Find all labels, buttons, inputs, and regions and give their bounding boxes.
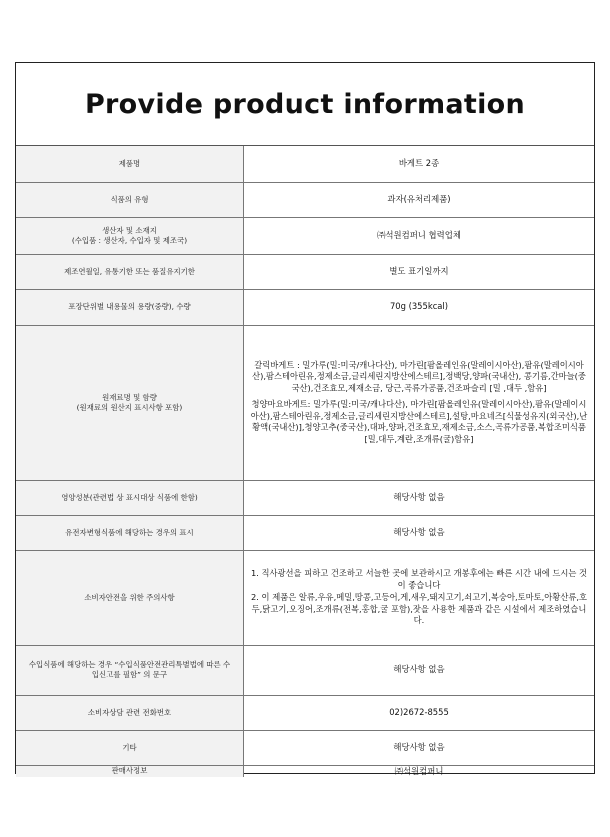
row-value-safety — [244, 550, 595, 645]
row-value-product-name: 바게트 2종 — [244, 146, 595, 182]
row-label-food-type: 식품의 유형 — [16, 182, 244, 217]
table-row — [16, 182, 594, 217]
row-label-producer — [16, 217, 244, 254]
row-label-import: 수입식품에 해당하는 경우 “수입식품안전관리특별법에 따른 수입신고를 필함” 의 문구 — [16, 645, 244, 695]
page-title: Provide product information — [16, 63, 594, 146]
ingredients-garlic-baguette: 갈릭바게트 : 밀가루(밀:미국/캐나다산), 마가린[팜올레인유(말레이시아산),팜유(말레이시아산),팜스테아린유,정제소금,글리세린지방산에스테르],정백당,양파(국내산), 콩기름,간마늘(중국산),건조효모,제재소금, 당근,곡류가공품,건조파슬리 [밀 ,대두 ,함유] — [252, 359, 586, 393]
row-label-ingredients — [16, 325, 244, 480]
row-label-volume: 포장단위별 내용물의 용량(중량), 수량 — [16, 289, 244, 325]
row-value-etc: 해당사항 없음 — [244, 730, 595, 765]
row-value-phone: 02)2672-8555 — [244, 695, 595, 730]
table-row — [16, 217, 594, 254]
product-info-table — [16, 146, 594, 777]
row-value-seller: ㈜석원컴퍼니 — [394, 765, 444, 776]
row-value-volume: 70g (355kcal) — [244, 289, 595, 325]
row-label-gmo: 유전자변형식품에 해당하는 경우의 표시 — [16, 515, 244, 550]
row-label-nutrition: 영양성분(관련법 상 표시대상 식품에 한함) — [16, 480, 244, 515]
row-label-product-name: 제품명 — [16, 146, 244, 182]
producer-label-sub: (수입품 : 생산자, 수입자 및 제조국) — [71, 235, 188, 245]
row-value-nutrition: 해당사항 없음 — [244, 480, 595, 515]
product-info-sheet — [15, 62, 595, 774]
safety-note-2: 2. 이 제품은 알류,우유,메밀,땅콩,고등어,게,새우,돼지고기,쇠고기,복숭아,토마토,아황산류,호두,닭고기,오징어,조개류(전복,홍합,굴 포함),잣을 사용한 제품과 같은 시설에서 제조하였습니다. — [250, 592, 587, 626]
table-row — [16, 730, 594, 765]
row-value-expiry: 별도 표기일까지 — [244, 254, 595, 289]
safety-note-1: 1. 직사광선을 피하고 건조하고 서늘한 곳에 보관하시고 개봉후에는 빠른 시간 내에 드시는 것이 좋습니다 — [250, 568, 588, 590]
table-row — [16, 765, 594, 777]
table-row — [16, 550, 594, 645]
ingredients-label-sub: (원재료의 원산지 표시사항 포함) — [76, 402, 183, 412]
table-row — [16, 515, 594, 550]
row-label-expiry: 제조연월일, 유통기한 또는 품질유지기한 — [16, 254, 244, 289]
row-value-gmo: 해당사항 없음 — [244, 515, 595, 550]
table-row — [16, 645, 594, 695]
table-row — [16, 325, 594, 480]
row-label-etc: 기타 — [16, 730, 244, 765]
row-value-import: 해당사항 없음 — [244, 645, 595, 695]
row-label-seller: 판매사정보 — [16, 765, 244, 777]
table-row — [16, 146, 594, 182]
row-label-safety: 소비자안전을 위한 주의사항 — [16, 550, 244, 645]
row-value-producer: ㈜석원컴퍼니 협력업체 — [244, 217, 595, 254]
producer-label-main: 생산자 및 소재지 — [102, 225, 157, 235]
table-row — [16, 695, 594, 730]
row-label-phone: 소비자상담 관련 전화번호 — [16, 695, 244, 730]
table-row — [16, 289, 594, 325]
row-value-ingredients — [244, 325, 595, 480]
ingredients-label-main: 원재료명 및 함량 — [102, 392, 157, 402]
table-row — [16, 480, 594, 515]
row-value-food-type: 과자(유처리제품) — [244, 182, 595, 217]
ingredients-mayo-baguette: 청양마요바게트: 밀가루(밀:미국/캐나다산), 마가린[팜올레인유(말레이시아산),팜유(말레이시아산),팜스테아린유,정제소금,글리세린지방산에스테르],설탕,마요네즈[식물성유지(외국산),난황액(국내산)],청양고추(중국산),대파,양파,건조효모,재제소금,소스,곡류가공품,복합조미식품 [밀,대두,계란,조개류(굴)함유] — [250, 399, 588, 444]
table-row — [16, 254, 594, 289]
